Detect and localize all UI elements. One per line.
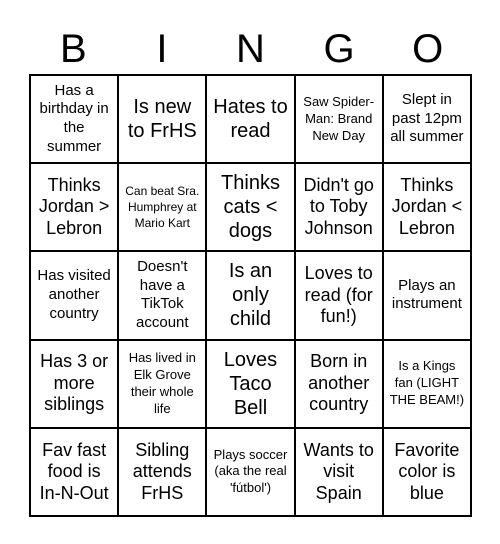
bingo-cell[interactable]: Wants to visit Spain [295, 428, 383, 516]
bingo-cell[interactable]: Doesn't have a TikTok account [118, 251, 206, 339]
header-letter-n: N [236, 27, 265, 71]
bingo-cell[interactable]: Hates to read [206, 75, 294, 163]
bingo-cell[interactable]: Thinks Jordan < Lebron [383, 163, 471, 251]
bingo-cell[interactable]: Is a Kings fan (LIGHT THE BEAM!) [383, 340, 471, 428]
bingo-cell[interactable]: Is new to FrHS [118, 75, 206, 163]
bingo-cell[interactable]: Has a birthday in the summer [30, 75, 118, 163]
header-letter-o: O [412, 27, 444, 71]
bingo-cell[interactable]: Saw Spider-Man: Brand New Day [295, 75, 383, 163]
bingo-cell[interactable]: Plays soccer (aka the real 'fútbol') [206, 428, 294, 516]
bingo-cell[interactable]: Plays an instrument [383, 251, 471, 339]
bingo-cell[interactable]: Born in another country [295, 340, 383, 428]
bingo-cell[interactable]: Has lived in Elk Grove their whole life [118, 340, 206, 428]
bingo-grid [29, 74, 472, 517]
bingo-cell[interactable]: Thinks cats < dogs [206, 163, 294, 251]
header-letter-g: G [323, 27, 355, 71]
bingo-cell[interactable]: Has visited another country [30, 251, 118, 339]
header-letter-i: I [156, 27, 168, 71]
bingo-cell[interactable]: Slept in past 12pm all summer [383, 75, 471, 163]
bingo-cell[interactable]: Sibling attends FrHS [118, 428, 206, 516]
bingo-cell[interactable]: Loves Taco Bell [206, 340, 294, 428]
bingo-cell[interactable]: Didn't go to Toby Johnson [295, 163, 383, 251]
bingo-cell[interactable]: Thinks Jordan > Lebron [30, 163, 118, 251]
bingo-cell[interactable]: Is an only child [206, 251, 294, 339]
bingo-header [29, 24, 472, 74]
bingo-cell[interactable]: Favorite color is blue [383, 428, 471, 516]
bingo-cell[interactable]: Fav fast food is In-N-Out [30, 428, 118, 516]
bingo-cell[interactable]: Loves to read (for fun!) [295, 251, 383, 339]
header-letter-b: B [59, 27, 87, 71]
bingo-cell[interactable]: Can beat Sra. Humphrey at Mario Kart [118, 163, 206, 251]
bingo-cell[interactable]: Has 3 or more siblings [30, 340, 118, 428]
